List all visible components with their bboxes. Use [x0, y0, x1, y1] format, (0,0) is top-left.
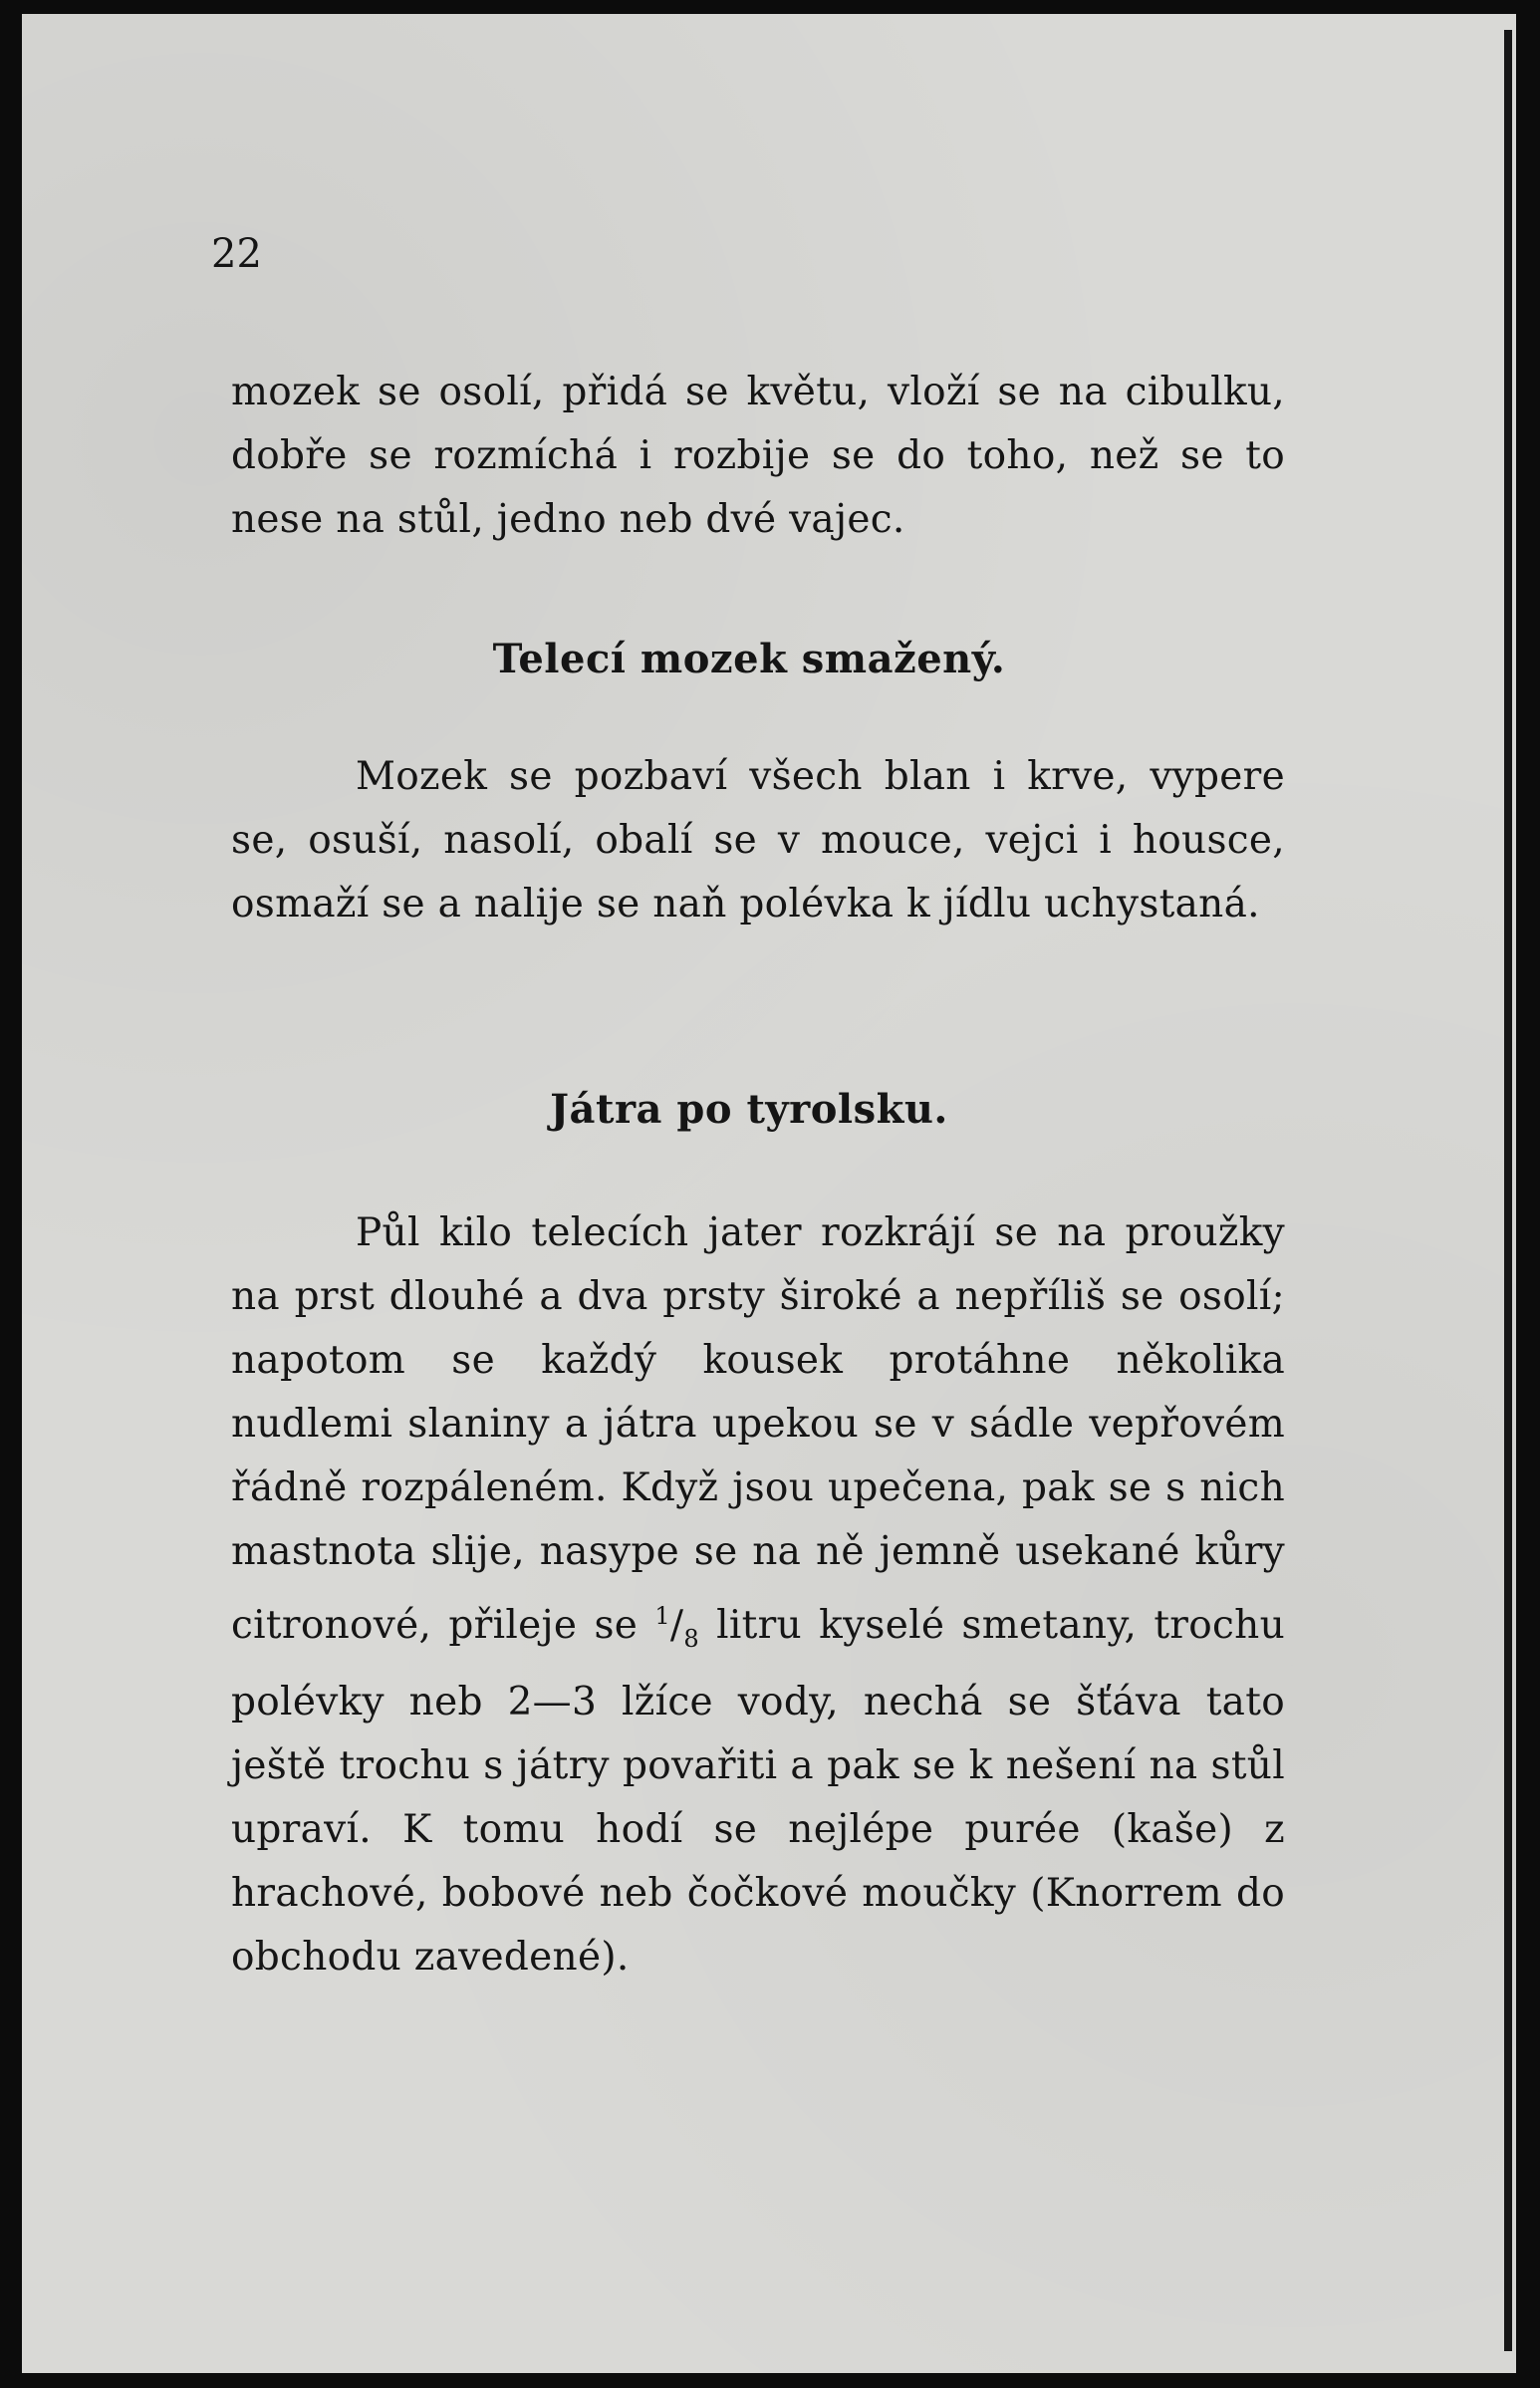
paragraph-text: Mozek se pozbaví všech blan i krve, vypere se, osuší, nasolí, obalí se v mouce, vejci i housce, osmaží se a nalije se naň polévka k jídlu uchystaná. — [231, 754, 1285, 927]
fraction-numerator: 1 — [654, 1602, 670, 1630]
page-edge-shadow — [1504, 30, 1512, 2351]
fraction-denominator: 8 — [683, 1624, 699, 1653]
recipe-heading-telecí-mozek: Telecí mozek smažený. — [492, 636, 1006, 682]
page-number: 22 — [211, 231, 262, 277]
paragraph-text — [231, 1201, 1285, 1990]
paragraph-text-part-1: Půl kilo telecích jater rozkrájí se na proužky na prst dlouhé a dva prsty široké a nepříliš se osolí; napotom se každý kousek protáhne několika nudlemi slaniny a játra upekou se v sádle vepřovém řádně rozpáleném. Když jsou upečena, pak se s nich mastnota slije, nasype se na ně jemně usekané kůry citronové, přileje se — [231, 1210, 1285, 1648]
paragraph-text: mozek se osolí, přidá se květu, vloží se na cibulku, dobře se rozmíchá i rozbije se do toho, než se to nese na stůl, jedno neb dvé vajec. — [231, 370, 1285, 542]
paragraph-text-part-2: litru kyselé smetany, trochu polévky neb 2—3 lžíce vody, nechá se šťáva tato ještě trochu s játry povařiti a pak se k nešení na stůl upraví. K tomu hodí se nejlépe purée (kaše) z hrachové, bobové neb čočkové moučky (Knorrem do obchodu zavedené). — [231, 1603, 1286, 1980]
fraction: $^1/_8$ — [654, 1602, 699, 1653]
paragraph-mozek-continued — [231, 361, 1285, 552]
recipe-heading-jatra-po-tyrolsku: Játra po tyrolsku. — [550, 1086, 948, 1133]
paragraph-jatra — [231, 1201, 1285, 1990]
paragraph-mozek-smazeny — [231, 745, 1285, 936]
